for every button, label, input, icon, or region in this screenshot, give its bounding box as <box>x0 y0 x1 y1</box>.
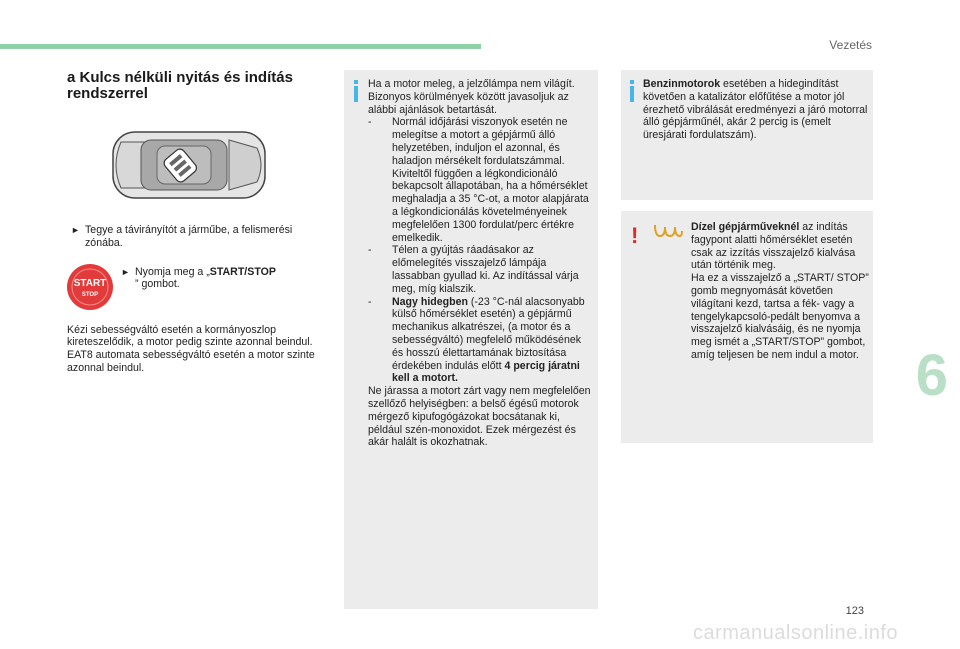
instruction-step-2-text: ► Nyomja meg a „START/STOP ” gombot. <box>121 265 276 291</box>
car-keyless-zone-illustration <box>111 126 271 202</box>
exhaust-warning-text: Ne járassa a motort zárt vagy nem megfelelően szellőző helyiségben: a belső égésű motorok mérgező kipufogógázokat bocsátanak ki, például szén-monoxidot. Ezek mérgezést és akár halált is okozhatnak. <box>368 385 591 449</box>
stop-label: STOP <box>81 291 99 298</box>
triangle-bullet-icon: ► <box>121 266 130 277</box>
info-panel-petrol: Benzinmotorok esetében a hidegindítást követően a katalizátor előfűtése a motor jól érezhető vibrálását eredményezi a járó motorral álló gépjárműnél, akár 2 percig is (emelt üresjárati fordulatszám). <box>621 70 873 200</box>
info-icon <box>630 86 634 102</box>
warning-icon: ! <box>631 223 639 248</box>
instruction-step-2 <box>67 264 329 314</box>
page-heading: a Kulcs nélküli nyitás és indítás rendszerrel <box>67 69 293 102</box>
info-intro: Ha a motor meleg, a jelzőlámpa nem világít. Bizonyos körülmények között javasoljuk az alábbi ajánlások betartását. <box>368 78 575 116</box>
start-stop-button-icon <box>67 264 113 310</box>
info-panel-warm-engine <box>344 70 598 609</box>
section-title: Vezetés <box>829 38 872 52</box>
list-item: - Nagy hidegben (-23 °C-nál alacsonyabb külső hőmérséklet esetén) a gépjármű mechanikus alkatrészei, (a motor és a sebességváltó) megfelelő működésének és hosszú élettartamának biztosítása érdekében indulás előtt 4 percig járatni kell a motort. <box>368 295 585 385</box>
list-item: - Télen a gyújtás ráadásakor az előmelegítés visszajelző lámpája lassabban gyullad ki. Az indítással várja meg, míg kialszik. <box>368 244 579 295</box>
watermark: carmanualsonline.info <box>692 622 898 644</box>
info-icon <box>354 86 358 102</box>
section-accent-bar <box>0 44 481 49</box>
page-number: 123 <box>845 605 864 617</box>
instruction-step-1: ► Tegye a távirányítót a járműbe, a felismerési zónába. <box>71 224 293 249</box>
triangle-bullet-icon: ► <box>71 225 80 235</box>
warning-panel-diesel: ! Dízel gépjárműveknél az indítás fagypont alatti hőmérséklet esetén csak az izzítás visszajelző kialvása után történik meg. Ha ez a visszajelző a „START/ STOP” gomb megnyomását követően világítani kezd, tartsa a fék- vagy a tengelykapcsoló-pedált benyomva a visszajelző kialvásáig, és ne nyomja meg ismét a „START/STOP” gombot, amíg teljesen be nem indul a motor. <box>621 211 873 443</box>
manual-gearbox-note: Kézi sebességváltó esetén a kormányoszlop kireteszelődik, a motor pedig szinte azonnal beindul. <box>67 323 313 349</box>
list-item: - Normál időjárási viszonyok esetén ne melegítse a motort a gépjármű álló helyzetében, induljon el azonnal, és haladjon mérsékelt fordulatszámmal. Kiviteltől függően a légkondicionáló bekapcsolt állapotában, ha a hőmérséklet meghaladja a 35 °C-ot, a motor alapjárata a légkondicionálás követelményeinek megfelelően 1300 fordulat/perc értékre emelkedik. <box>368 116 589 244</box>
start-label: START <box>73 277 107 289</box>
automatic-gearbox-note: EAT8 automata sebességváltó esetén a motor szinte azonnal beindul. <box>67 349 315 374</box>
left-column <box>67 70 329 375</box>
chapter-number: 6 <box>915 343 948 408</box>
glow-plug-icon <box>653 223 683 239</box>
